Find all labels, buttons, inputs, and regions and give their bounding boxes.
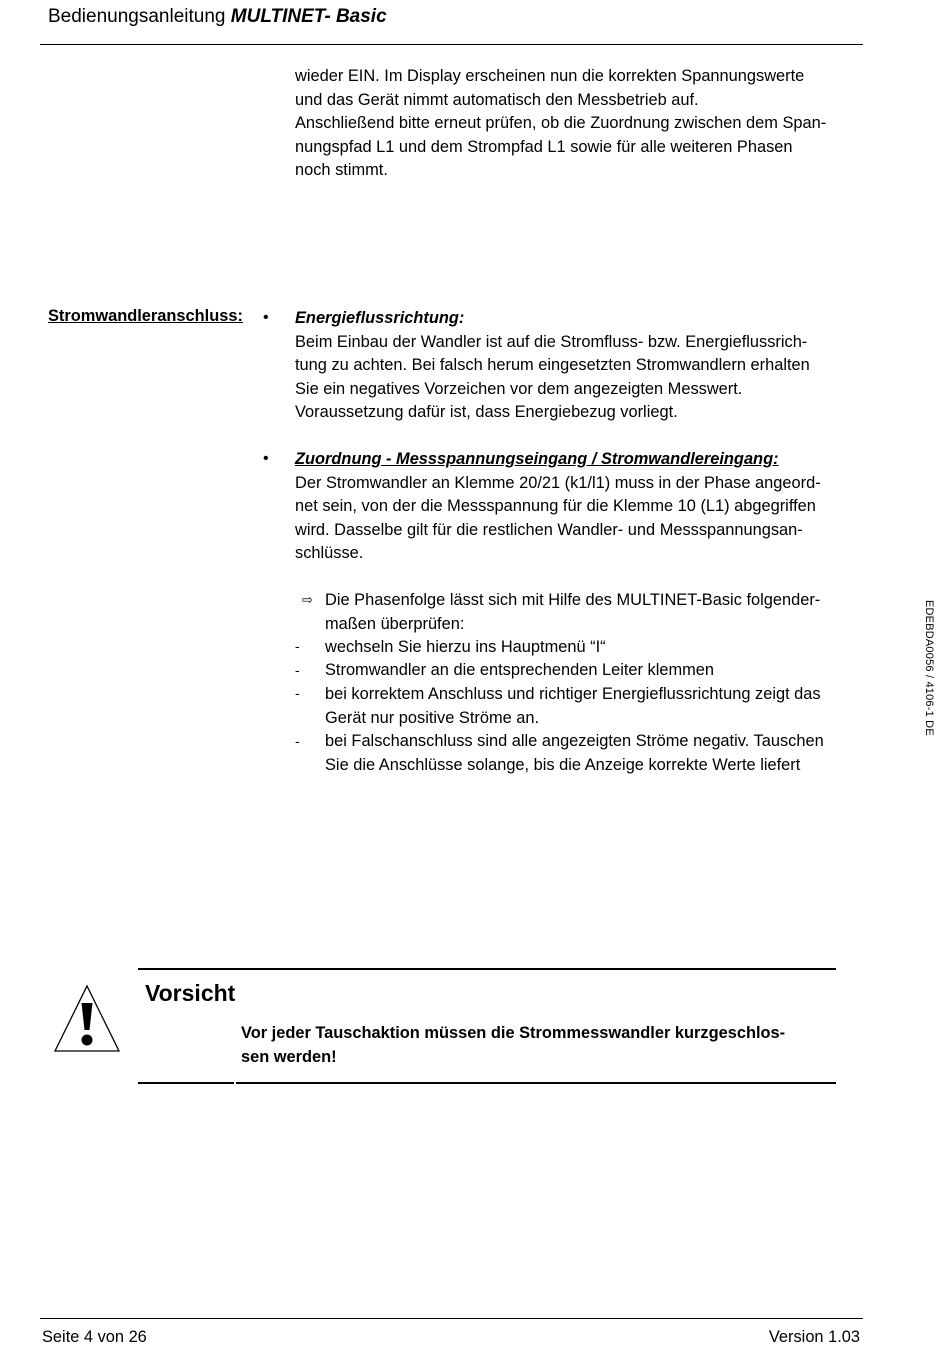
bullet-item-energieflussrichtung [295,307,810,425]
note-line: maßen überprüfen: [325,614,465,633]
section-label: Stromwandleranschluss: [48,307,243,325]
caution-text [241,1021,831,1069]
dash-icon: - [295,638,300,654]
caution-title: Vorsicht [145,980,236,1006]
bullet-line: schlüsse. [295,544,364,562]
warning-triangle-icon [52,983,122,1055]
step-line: wechseln Sie hierzu ins Hauptmenü “I“ [325,638,606,656]
caution-top-rule [138,968,836,970]
footer-page-number: Seite 4 von 26 [42,1328,147,1346]
intro-line: nungspfad L1 und dem Strompfad L1 sowie für alle weiteren Phasen [295,137,793,156]
document-code: EDEBDA0056 / 4106-1 DE [923,600,935,736]
bullet-line: Der Stromwandler an Klemme 20/21 (k1/l1) muss in der Phase angeord- [295,473,821,492]
step-line: bei Falschanschluss sind alle angezeigten Ströme negativ. Tauschen [325,732,824,750]
bullet-line: Sie ein negatives Vorzeichen vor dem angezeigten Messwert. [295,379,743,398]
bullet-line: tung zu achten. Bei falsch herum eingesetzten Stromwandlern erhalten [295,356,810,374]
intro-line: und das Gerät nimmt automatisch den Messbetrieb auf. [295,90,699,109]
intro-line: Anschließend bitte erneut prüfen, ob die Zuordnung zwischen dem Span- [295,114,827,132]
dash-icon: - [295,662,300,678]
list-item-step [325,659,714,683]
intro-paragraph [295,65,826,183]
header-title-prefix: Bedienungsanleitung [48,6,231,27]
bullet-icon: • [263,309,269,326]
page-header-title [48,6,387,28]
bullet-icon: • [263,450,269,467]
note-line: Die Phasenfolge lässt sich mit Hilfe des MULTINET-Basic folgender- [325,591,821,609]
header-rule [40,44,863,45]
step-line: Sie die Anschlüsse solange, bis die Anzeige korrekte Werte liefert [325,755,801,774]
step-line: Gerät nur positive Ströme an. [325,708,540,727]
bullet-line: Voraussetzung dafür ist, dass Energiebezug vorliegt. [295,403,678,421]
step-line: bei korrektem Anschluss und richtiger Energieflussrichtung zeigt das [325,685,821,703]
dash-icon: - [295,733,300,749]
list-item-step [325,636,606,660]
footer-rule [40,1318,863,1319]
bullet-heading: Energieflussrichtung: [295,309,465,327]
intro-line: noch stimmt. [295,161,388,179]
bullet-line: net sein, von der die Messspannung für die Klemme 10 (L1) abgegriffen [295,497,816,515]
bullet-item-zuordnung [295,448,821,566]
list-item-step [325,730,824,777]
arrow-right-icon: ⇨ [302,592,313,607]
step-line: Stromwandler an die entsprechenden Leiter klemmen [325,661,715,679]
bullet-line: wird. Dasselbe gilt für die restlichen Wandler- und Messspannungsan- [295,520,803,539]
caution-line: sen werden! [241,1048,337,1066]
bullet-heading: Zuordnung - Messspannungseingang / Stromwandlereingang: [295,450,779,468]
caution-bottom-rule-left [138,1082,234,1084]
caution-bottom-rule-right [236,1082,836,1084]
dash-icon: - [295,685,300,701]
caution-line: Vor jeder Tauschaktion müssen die Strommesswandler kurzgeschlos- [241,1024,786,1042]
note-paragraph [325,589,820,636]
list-item-step [325,683,821,730]
footer-version: Version 1.03 [768,1328,860,1346]
bullet-line: Beim Einbau der Wandler ist auf die Stromfluss- bzw. Energieflussrich- [295,332,808,351]
header-brand: MULTINET- Basic [230,6,387,27]
intro-line: wieder EIN. Im Display erscheinen nun die korrekten Spannungswerte [295,67,805,85]
